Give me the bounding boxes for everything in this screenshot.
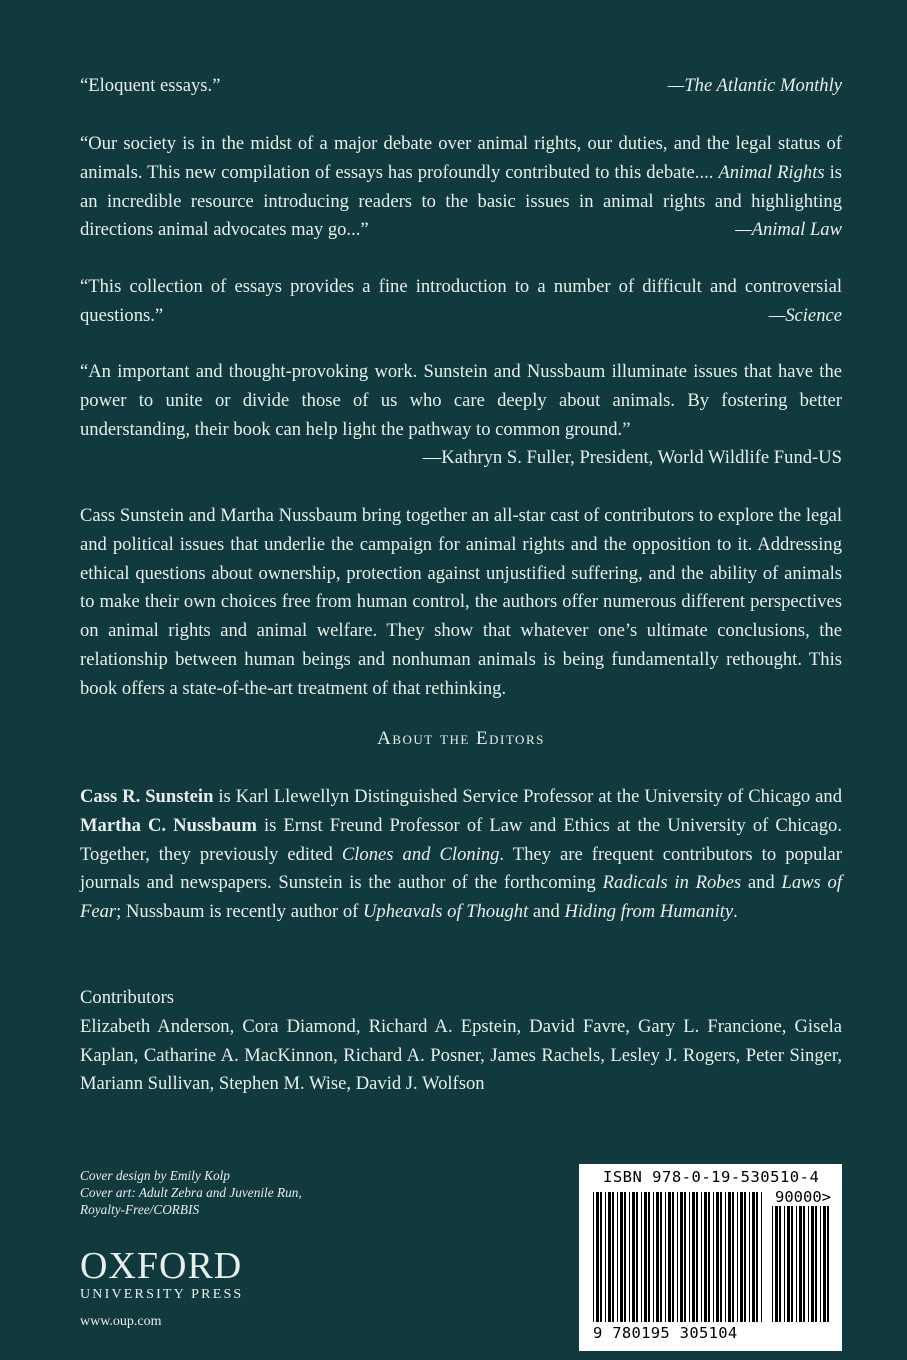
barcode-bar — [772, 1206, 773, 1322]
barcode-bar — [749, 1192, 750, 1322]
barcode-bar — [608, 1192, 611, 1322]
addon-barcode-bars — [772, 1206, 832, 1322]
barcode-bar — [620, 1192, 623, 1322]
quote-2-attribution: —Animal Law — [735, 219, 842, 241]
barcode-bar — [660, 1192, 662, 1322]
barcode-bar — [644, 1192, 647, 1322]
isbn-number: ISBN 978-0-19-530510-4 — [603, 1168, 820, 1186]
barcode-bar — [656, 1192, 659, 1322]
barcode-bar — [680, 1192, 683, 1322]
barcode-bar — [653, 1192, 654, 1322]
barcode-bar — [672, 1192, 674, 1322]
quote-1 — [80, 72, 842, 101]
isbn-barcode — [579, 1164, 842, 1351]
barcode-bar — [648, 1192, 650, 1322]
publisher-name: OXFORD — [80, 1245, 243, 1287]
barcode-bar — [629, 1192, 630, 1322]
book-title-3: Laws of Fear — [80, 872, 843, 923]
barcode-digits: 9 780195 305104 — [593, 1324, 738, 1342]
credit-line-1: Cover design by Emily Kolp — [80, 1168, 230, 1183]
barcode-bar — [617, 1192, 618, 1322]
barcode-bar — [641, 1192, 642, 1322]
barcode-bar — [600, 1192, 602, 1322]
barcode-bar — [612, 1192, 614, 1322]
book-title-1: Clones and Cloning — [341, 843, 500, 865]
barcode-bar — [605, 1192, 606, 1322]
about-text-5: ; Nussbaum is recently author of — [116, 901, 363, 923]
quote-4-text: “An important and thought-provoking work. Sunstein and Nussbaum illuminate issues that have the power to unite or divide those of us who care deeply about animals. By fostering better understanding, their book can help light the pathway to common ground.” — [80, 361, 842, 440]
barcode-bar — [803, 1206, 805, 1322]
barcode-bar — [787, 1206, 790, 1322]
barcode-bar — [744, 1192, 746, 1322]
barcode-bar — [779, 1206, 781, 1322]
credit-line-3: Royalty-Free/CORBIS — [80, 1202, 200, 1217]
barcode-bar — [740, 1192, 743, 1322]
quote-4 — [80, 358, 842, 473]
barcode-bar — [827, 1206, 829, 1322]
barcode-bar — [636, 1192, 638, 1322]
barcode-bar — [632, 1192, 635, 1322]
quote-2-text-a: “Our society is in the midst of a major debate over animal rights, our duties, and the legal status of animals. This new compilation of essays has profoundly contributed to this debate.... — [80, 133, 842, 183]
barcode-bar — [784, 1206, 785, 1322]
quote-1-text: “Eloquent essays.” — [80, 75, 221, 96]
barcode-bar — [684, 1192, 686, 1322]
editor-2-name: Martha C. Nussbaum — [80, 814, 257, 836]
quote-2 — [80, 130, 842, 245]
barcode-bar — [704, 1192, 707, 1322]
barcode-bar — [689, 1192, 690, 1322]
barcode-bar — [720, 1192, 722, 1322]
barcode-bars — [593, 1192, 765, 1322]
barcode-bar — [732, 1192, 734, 1322]
publisher-url: www.oup.com — [80, 1314, 162, 1329]
barcode-bar — [808, 1206, 809, 1322]
cover-credits — [80, 1167, 302, 1218]
barcode-bar — [696, 1192, 698, 1322]
publisher-subtitle: UNIVERSITY PRESS — [80, 1287, 244, 1302]
publisher-logo — [80, 1247, 243, 1303]
price-addon-code: 90000> — [775, 1188, 831, 1206]
barcode-bar — [752, 1192, 755, 1322]
barcode-bar — [811, 1206, 814, 1322]
barcode-bar — [791, 1206, 793, 1322]
barcode-bar — [624, 1192, 626, 1322]
barcode-bar — [775, 1206, 778, 1322]
quote-3-text: “This collection of essays provides a fine introduction to a number of difficult and controversial questions.” — [80, 276, 842, 326]
about-text-6: and — [528, 901, 565, 923]
barcode-bar — [820, 1206, 821, 1322]
barcode-bar — [737, 1192, 738, 1322]
barcode-bar — [725, 1192, 726, 1322]
quote-2-book-title: Animal Rights — [718, 161, 825, 183]
barcode-bar — [701, 1192, 702, 1322]
quote-1-attribution: —The Atlantic Monthly — [667, 75, 842, 96]
barcode-bar — [799, 1206, 802, 1322]
about-text-7: . — [733, 901, 738, 923]
barcode-bar — [815, 1206, 817, 1322]
editor-1-name: Cass R. Sunstein — [80, 786, 214, 807]
about-editors-heading: About the Editors — [377, 728, 545, 749]
quote-2-text-b: is an incredible resource introducing readers to the basic issues in animal rights and highlighting directions animal advocates may go...” — [80, 161, 842, 241]
about-text-1: is Karl Llewellyn Distinguished Service Professor at the University of Chicago and — [213, 786, 843, 807]
about-text-3: . They are frequent contributors to popular journals and newspapers. Sunstein is the author of the forthcoming — [80, 843, 842, 894]
contributors-list: Elizabeth Anderson, Cora Diamond, Richard A. Epstein, David Favre, Gary L. Francione, Gisela Kaplan, Catharine A. MacKinnon, Richard A. Posner, James Rachels, Lesley J. Rogers, Peter Singer, Mariann Sullivan, Stephen M. Wise, David J. Wolfson — [80, 1015, 842, 1095]
book-title-5: Hiding from Humanity — [564, 901, 734, 923]
credit-line-2: Cover art: Adult Zebra and Juvenile Run, — [80, 1185, 302, 1200]
quote-3 — [80, 273, 842, 331]
barcode-bar — [823, 1206, 826, 1322]
barcode-bar — [665, 1192, 666, 1322]
about-text-2: is Ernst Freund Professor of Law and Ethics at the University of Chicago. Together, they previously edited — [80, 814, 842, 865]
barcode-bar — [756, 1192, 758, 1322]
about-text-4: and — [741, 872, 782, 894]
about-editors-text — [80, 783, 842, 927]
barcode-bar — [596, 1192, 599, 1322]
barcode-bar — [677, 1192, 678, 1322]
quote-3-attribution: —Science — [768, 304, 842, 326]
barcode-bar — [761, 1192, 762, 1322]
barcode-bar — [593, 1192, 594, 1322]
book-title-4: Upheavals of Thought — [363, 901, 529, 923]
barcode-bar — [728, 1192, 731, 1322]
contributors-label: Contributors — [80, 987, 175, 1008]
barcode-bar — [716, 1192, 719, 1322]
book-description: Cass Sunstein and Martha Nussbaum bring together an all-star cast of contributors to explore the legal and political issues that underlie the campaign for animal rights and the opposition to it. Addressing ethical questions about ownership, protection against unjustified suffering, and the ability of animals to make their own choices free from human control, the authors offer numerous different perspectives on animal rights and animal welfare. They show that whatever one’s ultimate conclusions, the relationship between human beings and nonhuman animals is being fundamentally rethought. This book offers a state-of-the-art treatment of that rethinking. — [80, 505, 842, 699]
book-title-2: Radicals in Robes — [602, 872, 742, 894]
contributors-section — [80, 984, 842, 1099]
barcode-bar — [692, 1192, 695, 1322]
quote-4-attribution: —Kathryn S. Fuller, President, World Wildlife Fund-US — [422, 447, 842, 469]
barcode-bar — [708, 1192, 710, 1322]
barcode-bar — [796, 1206, 797, 1322]
barcode-bar — [713, 1192, 714, 1322]
barcode-bar — [668, 1192, 671, 1322]
